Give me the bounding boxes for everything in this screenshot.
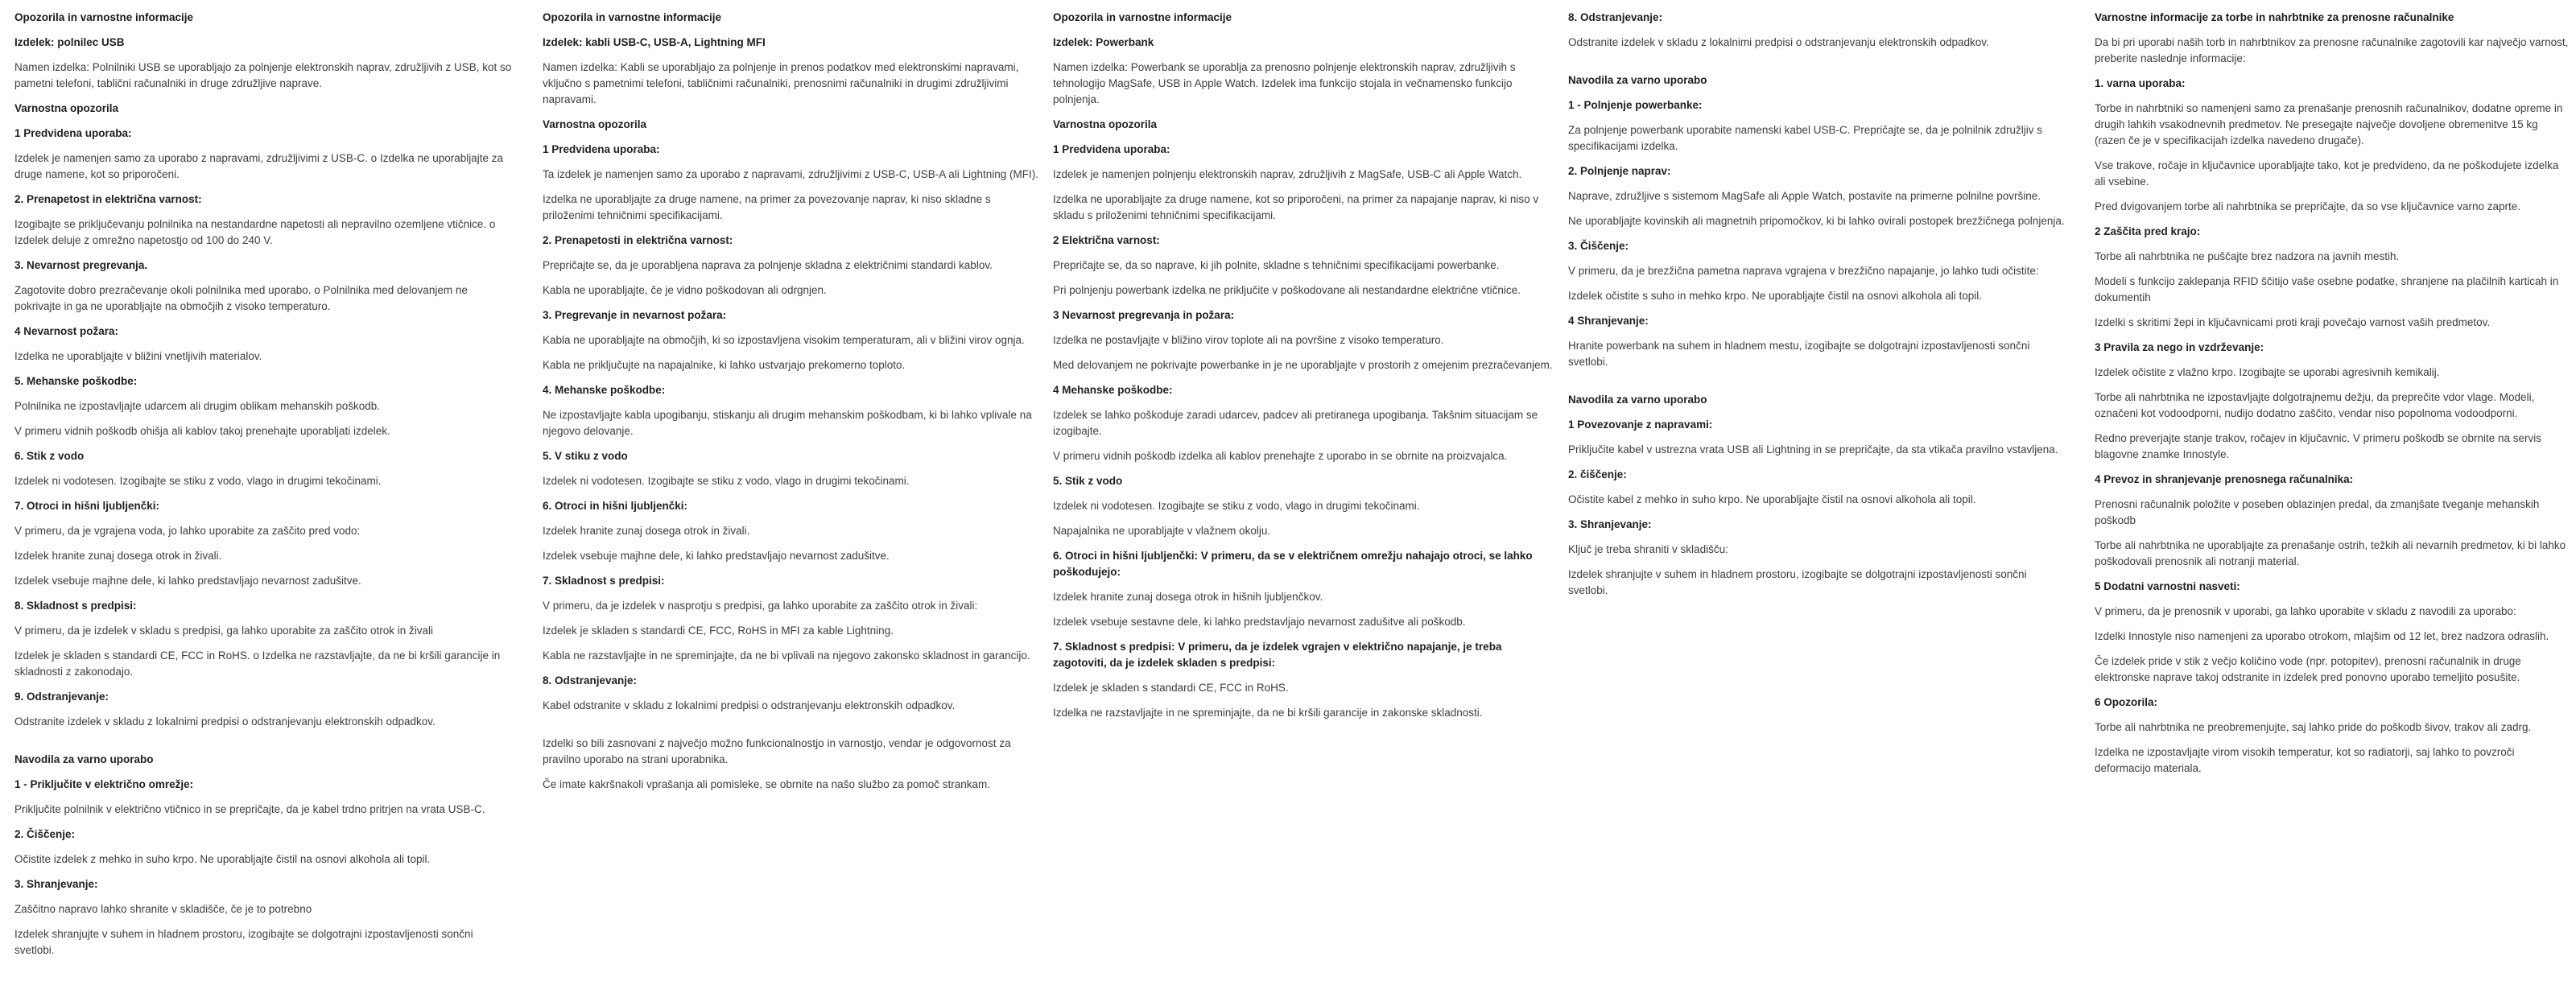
- section-gap: [1568, 60, 2069, 72]
- paragraph: Hranite powerbank na suhem in hladnem mestu, izogibajte se dolgotrajni izpostavljenosti sončni svetlobi.: [1568, 340, 2030, 368]
- paragraph: V primeru, da je vgrajena voda, jo lahko uporabite za zaščito pred vodo:: [14, 525, 361, 537]
- section-heading: Izdelek: Powerbank: [1053, 36, 1154, 48]
- text-column: [14, 10, 515, 967]
- paragraph: Izdelek shranjujte v suhem in hladnem prostoru, izogibajte se dolgotrajni izpostavljenosti sončni svetlobi.: [14, 928, 473, 956]
- paragraph: Izdelek je namenjen samo za uporabo z napravami, združljivimi z USB-C. o Izdelka ne uporabljajte za druge namene, kot so priporočeni.: [14, 152, 504, 180]
- paragraph: Kabel odstranite v skladu z lokalnimi predpisi o odstranjevanju elektronskih odpadkov.: [543, 699, 956, 711]
- paragraph: Torbe in nahrbtniki so namenjeni samo za prenašanje prenosnih računalnikov, dodatne opreme in drugih lahkih vsakodnevnih predmetov. Ne presegajte največje dovoljene obremenitve 15 kg (razen če je v specifikacijah izdelka navedeno drugače).: [2095, 102, 2563, 146]
- text-column: [543, 10, 1043, 802]
- doc-title: Opozorila in varnostne informacije: [1053, 11, 1232, 23]
- section-heading: 1 Predvidena uporaba:: [1053, 143, 1170, 155]
- paragraph: Izdelek shranjujte v suhem in hladnem prostoru, izogibajte se dolgotrajni izpostavljenosti sončni svetlobi.: [1568, 568, 2027, 596]
- paragraph: Med delovanjem ne pokrivajte powerbanke in je ne uporabljajte v prostorih z omejenim prezračevanjem.: [1053, 359, 1553, 371]
- section-heading: Navodila za varno uporabo: [1568, 394, 1707, 406]
- paragraph: Izdelek ni vodotesen. Izogibajte se stiku z vodo, vlago in drugimi tekočinami.: [543, 475, 910, 487]
- paragraph: Da bi pri uporabi naših torb in nahrbtnikov za prenosne računalnike zagotovili kar največjo varnost, preberite naslednje informacije:: [2095, 36, 2569, 64]
- paragraph: Izdelek očistite s suho in mehko krpo. Ne uporabljajte čistil na osnovi alkohola ali topil.: [1568, 290, 1983, 302]
- section-heading: 2 Električna varnost:: [1053, 234, 1160, 246]
- paragraph: Če imate kakršnakoli vprašanja ali pomisleke, se obrnite na našo službo za pomoč strankam.: [543, 778, 991, 790]
- section-heading: 7. Skladnost s predpisi:: [543, 575, 665, 587]
- section-heading: 3. Shranjevanje:: [14, 878, 98, 890]
- paragraph: Odstranite izdelek v skladu z lokalnimi predpisi o odstranjevanju elektronskih odpadkov.: [1568, 36, 1989, 48]
- paragraph: Prenosni računalnik položite v poseben oblazinjen predal, da zmanjšate tveganje mehanskih poškodb: [2095, 498, 2540, 526]
- section-heading: Varnostna opozorila: [14, 102, 119, 114]
- section-heading: 9. Odstranjevanje:: [14, 691, 109, 703]
- section-heading: 8. Skladnost s predpisi:: [14, 600, 137, 612]
- paragraph: Izdelki Innostyle niso namenjeni za uporabo otrokom, mlajšim od 12 let, brez nadzora odraslih.: [2095, 630, 2549, 642]
- paragraph: Kabla ne priključujte na napajalnike, ki lahko ustvarjajo prekomerno toploto.: [543, 359, 906, 371]
- paragraph: Naprave, združljive s sistemom MagSafe ali Apple Watch, postavite na primerne polnilne površine.: [1568, 190, 2041, 202]
- paragraph: Ta izdelek je namenjen samo za uporabo z napravami, združljivimi z USB-C, USB-A ali Lightning (MFI).: [543, 168, 1038, 180]
- paragraph: Torbe ali nahrbtnika ne uporabljajte za prenašanje ostrih, težkih ali nevarnih predmetov, ki bi lahko poškodovali prenosnik ali notranji material.: [2095, 539, 2566, 567]
- section-heading: 1 Predvidena uporaba:: [14, 127, 132, 139]
- section-heading: 3. Shranjevanje:: [1568, 518, 1652, 530]
- text-column: [1053, 10, 1554, 730]
- paragraph: Izdelek je skladen s standardi CE, FCC in RoHS. o Izdelka ne razstavljajte, da ne bi kršili garancije in skladnosti z zakonodajo.: [14, 649, 501, 678]
- section-heading: 6 Opozorila:: [2095, 696, 2158, 708]
- paragraph: V primeru, da je prenosnik v uporabi, ga lahko uporabite v skladu z navodili za uporabo:: [2095, 605, 2516, 617]
- section-heading: 7. Otroci in hišni ljubljenčki:: [14, 500, 160, 512]
- section-heading: Izdelek: kabli USB-C, USB-A, Lightning MFI: [543, 36, 766, 48]
- paragraph: Izdelek hranite zunaj dosega otrok in hišnih ljubljenčkov.: [1053, 591, 1323, 603]
- doc-title: Opozorila in varnostne informacije: [543, 11, 722, 23]
- paragraph: Namen izdelka: Powerbank se uporablja za prenosno polnjenje elektronskih naprav, združljivih s tehnologijo MagSafe, USB in Apple Watch. Izdelek ima funkcijo stojala in večnamensko funkcijo polnjenja.: [1053, 61, 1516, 105]
- paragraph: Če izdelek pride v stik z večjo količino vode (npr. potopitev), prenosni računalnik in druge elektronske naprave takoj odstranite in izdelek pred ponovno uporabo temeljito posušite.: [2095, 655, 2521, 683]
- section-heading: Varnostna opozorila: [543, 118, 647, 130]
- section-heading: 4 Mehanske poškodbe:: [1053, 384, 1173, 396]
- paragraph: Izdelek vsebuje majhne dele, ki lahko predstavljajo nevarnost zadušitve.: [14, 575, 361, 587]
- section-heading: 5. V stiku z vodo: [543, 450, 628, 462]
- section-heading: 1. varna uporaba:: [2095, 77, 2186, 89]
- paragraph: V primeru vidnih poškodb ohišja ali kablov takoj prenehajte uporabljati izdelek.: [14, 425, 390, 437]
- paragraph: Izdelka ne uporabljajte v bližini vnetljivih materialov.: [14, 350, 262, 362]
- section-heading: 2. čiščenje:: [1568, 468, 1627, 480]
- paragraph: Torbe ali nahrbtnika ne puščajte brez nadzora na javnih mestih.: [2095, 250, 2400, 262]
- paragraph: Pri polnjenju powerbank izdelka ne priključite v poškodovane ali nestandardne električne vtičnice.: [1053, 284, 1521, 296]
- paragraph: Kabla ne razstavljajte in ne spreminjajte, da ne bi vplivali na njegovo zakonsko skladnost in garancijo.: [543, 649, 1030, 662]
- paragraph: Očistite izdelek z mehko in suho krpo. Ne uporabljajte čistil na osnovi alkohola ali topil.: [14, 853, 431, 865]
- paragraph: Zagotovite dobro prezračevanje okoli polnilnika med uporabo. o Polnilnika med delovanjem ne pokrivajte in ga ne uporabljajte na območjih z visoko temperaturo.: [14, 284, 468, 312]
- section-heading: 3. Nevarnost pregrevanja.: [14, 259, 148, 271]
- doc-title: Opozorila in varnostne informacije: [14, 11, 194, 23]
- paragraph: Redno preverjajte stanje trakov, ročajev in ključavnic. V primeru poškodb se obrnite na servis blagovne znamke Innostyle.: [2095, 432, 2542, 460]
- paragraph: Priključite kabel v ustrezna vrata USB ali Lightning in se prepričajte, da sta vtikača pravilno vstavljena.: [1568, 443, 2058, 456]
- paragraph: V primeru vidnih poškodb izdelka ali kablov prenehajte z uporabo in se obrnite na proizvajalca.: [1053, 450, 1508, 462]
- paragraph: Kabla ne uporabljajte na območjih, ki so izpostavljena visokim temperaturam, ali v bližini virov ognja.: [543, 334, 1025, 346]
- section-heading: 7. Skladnost s predpisi: V primeru, da je izdelek vgrajen v električno napajanje, je treba zagotoviti, da je izdelek skladen s predpisi:: [1053, 641, 1502, 669]
- paragraph: Priključite polnilnik v električno vtičnico in se prepričajte, da je kabel trdno pritrjen na vrata USB-C.: [14, 803, 485, 815]
- paragraph: Izdelek vsebuje majhne dele, ki lahko predstavljajo nevarnost zadušitve.: [543, 550, 890, 562]
- section-heading: 4 Shranjevanje:: [1568, 315, 1649, 327]
- section-heading: 1 Povezovanje z napravami:: [1568, 418, 1713, 431]
- paragraph: Izdelka ne uporabljajte za druge namene, na primer za povezovanje naprav, ki niso skladne s priloženimi tehničnimi specifikacijami.: [543, 193, 991, 221]
- paragraph: Torbe ali nahrbtnika ne izpostavljajte dolgotrajnemu dežju, da preprečite vdor vlage. Modeli, označeni kot vodoodporni, nudijo dodatno zaščito, vendar niso popolnoma vodoodporni.: [2095, 391, 2535, 419]
- section-heading: 6. Stik z vodo: [14, 450, 85, 462]
- paragraph: V primeru, da je brezžična pametna naprava vgrajena v brezžično napajanje, jo lahko tudi očistite:: [1568, 265, 2039, 277]
- text-column: [1568, 10, 2069, 608]
- section-heading: 4 Prevoz in shranjevanje prenosnega računalnika:: [2095, 473, 2354, 485]
- paragraph: Izdelka ne postavljajte v bližino virov toplote ali na površine z visoko temperaturo.: [1053, 334, 1444, 346]
- section-heading: 5. Mehanske poškodbe:: [14, 375, 138, 387]
- section-heading: Varnostna opozorila: [1053, 118, 1158, 130]
- paragraph: Izdelek vsebuje sestavne dele, ki lahko predstavljajo nevarnost zadušitve ali poškodb.: [1053, 616, 1466, 628]
- paragraph: Izdelek hranite zunaj dosega otrok in živali.: [14, 550, 222, 562]
- paragraph: Izdelek se lahko poškoduje zaradi udarcev, padcev ali pretiranega upogibanja. Takšnim situacijam se izogibajte.: [1053, 409, 1538, 437]
- paragraph: Izdelek je skladen s standardi CE, FCC, RoHS in MFI za kable Lightning.: [543, 625, 894, 637]
- section-heading: 3 Nevarnost pregrevanja in požara:: [1053, 309, 1235, 321]
- paragraph: Izdelek je skladen s standardi CE, FCC in RoHS.: [1053, 682, 1289, 694]
- paragraph: Izdelka ne izpostavljajte virom visokih temperatur, kot so radiatorji, saj lahko to povzroči deformacijo materiala.: [2095, 746, 2515, 774]
- paragraph: Namen izdelka: Kabli se uporabljajo za polnjenje in prenos podatkov med elektronskimi napravami, vključno s pametnimi telefoni, tabličnimi računalniki, prenosnimi računalniki in drugimi združljivimi napravami.: [543, 61, 1019, 105]
- paragraph: Torbe ali nahrbtnika ne preobremenjujte, saj lahko pride do poškodb šivov, trakov ali zadrg.: [2095, 721, 2532, 733]
- paragraph: Izdelek ni vodotesen. Izogibajte se stiku z vodo, vlago in drugimi tekočinami.: [14, 475, 382, 487]
- paragraph: Ne uporabljajte kovinskih ali magnetnih pripomočkov, ki bi lahko ovirali postopek brezžičnega polnjenja.: [1568, 215, 2065, 227]
- paragraph: Prepričajte se, da je uporabljena naprava za polnjenje skladna z električnimi standardi kablov.: [543, 259, 993, 271]
- section-heading: 1 Predvidena uporaba:: [543, 143, 660, 155]
- paragraph: V primeru, da je izdelek v nasprotju s predpisi, ga lahko uporabite za zaščito otrok in živali:: [543, 600, 978, 612]
- section-heading: 2. Prenapetosti in električna varnost:: [543, 234, 733, 246]
- section-heading: 1 - Polnjenje powerbanke:: [1568, 99, 1703, 111]
- section-heading: 6. Otroci in hišni ljubljenčki: V primeru, da se v električnem omrežju nahajajo otroci, se lahko poškodujejo:: [1053, 550, 1533, 578]
- paragraph: Izdelek hranite zunaj dosega otrok in živali.: [543, 525, 750, 537]
- paragraph: Izdelek očistite z vlažno krpo. Izogibajte se uporabi agresivnih kemikalij.: [2095, 366, 2440, 378]
- section-gap: [1568, 379, 2069, 392]
- section-heading: 4 Nevarnost požara:: [14, 325, 119, 337]
- section-heading: 2 Zaščita pred krajo:: [2095, 225, 2201, 237]
- paragraph: Izdelki so bili zasnovani z največjo možno funkcionalnostjo in varnostjo, vendar je odgovornost za pravilno uporabo na strani uporabnika.: [543, 737, 1011, 765]
- paragraph: Izdelka ne razstavljajte in ne spreminjajte, da ne bi kršili garancije in zakonske skladnosti.: [1053, 707, 1483, 719]
- text-column: [2095, 10, 2570, 785]
- paragraph: Namen izdelka: Polnilniki USB se uporabljajo za polnjenje elektronskih naprav, združljivih z USB, kot so pametni telefoni, tablični računalniki in druge združljive naprave.: [14, 61, 512, 89]
- paragraph: Izdelek je namenjen polnjenju elektronskih naprav, združljivih z MagSafe, USB-C ali Apple Watch.: [1053, 168, 1522, 180]
- paragraph: Napajalnika ne uporabljajte v vlažnem okolju.: [1053, 525, 1271, 537]
- section-heading: 3. Čiščenje:: [1568, 240, 1629, 252]
- paragraph: Polnilnika ne izpostavljajte udarcem ali drugim oblikam mehanskih poškodb.: [14, 400, 380, 412]
- section-heading: 3. Pregrevanje in nevarnost požara:: [543, 309, 727, 321]
- section-gap: [543, 723, 1043, 736]
- section-heading: 2. Prenapetost in električna varnost:: [14, 193, 202, 205]
- paragraph: Modeli s funkcijo zaklepanja RFID ščitijo vaše osebne podatke, shranjene na plačilnih karticah in dokumentih: [2095, 275, 2559, 303]
- doc-title: Varnostne informacije za torbe in nahrbtnike za prenosne računalnike: [2095, 11, 2454, 23]
- paragraph: Ključ je treba shraniti v skladišču:: [1568, 543, 1728, 555]
- section-heading: Navodila za varno uporabo: [1568, 74, 1707, 86]
- section-gap: [14, 739, 515, 752]
- paragraph: Očistite kabel z mehko in suho krpo. Ne uporabljajte čistil na osnovi alkohola ali topil.: [1568, 493, 1976, 505]
- paragraph: Odstranite izdelek v skladu z lokalnimi predpisi o odstranjevanju elektronskih odpadkov.: [14, 715, 436, 728]
- paragraph: Prepričajte se, da so naprave, ki jih polnite, skladne s tehničnimi specifikacijami powerbanke.: [1053, 259, 1500, 271]
- paragraph: Izdelki s skritimi žepi in ključavnicami proti kraji povečajo varnost vaših predmetov.: [2095, 316, 2491, 328]
- paragraph: V primeru, da je izdelek v skladu s predpisi, ga lahko uporabite za zaščito otrok in živali: [14, 625, 434, 637]
- section-heading: 1 - Priključite v električno omrežje:: [14, 778, 194, 790]
- section-heading: 5 Dodatni varnostni nasveti:: [2095, 580, 2240, 592]
- section-heading: Navodila za varno uporabo: [14, 753, 154, 765]
- paragraph: Kabla ne uporabljajte, če je vidno poškodovan ali odrgnjen.: [543, 284, 827, 296]
- section-heading: 2. Polnjenje naprav:: [1568, 165, 1671, 177]
- section-heading: 3 Pravila za nego in vzdrževanje:: [2095, 341, 2264, 353]
- section-heading: 8. Odstranjevanje:: [1568, 11, 1663, 23]
- paragraph: Zaščitno napravo lahko shranite v skladišče, če je to potrebno: [14, 903, 312, 915]
- section-heading: 5. Stik z vodo: [1053, 475, 1123, 487]
- section-heading: 8. Odstranjevanje:: [543, 674, 638, 686]
- paragraph: Izdelka ne uporabljajte za druge namene, kot so priporočeni, na primer za napajanje naprav, ki niso v skladu s priloženimi tehničnimi specifikacijami.: [1053, 193, 1539, 221]
- paragraph: Pred dvigovanjem torbe ali nahrbtnika se prepričajte, da so vse ključavnice varno zaprte.: [2095, 200, 2521, 212]
- section-heading: 6. Otroci in hišni ljubljenčki:: [543, 500, 688, 512]
- paragraph: Ne izpostavljajte kabla upogibanju, stiskanju ali drugim mehanskim poškodbam, ki bi lahko vplivale na njegovo delovanje.: [543, 409, 1032, 437]
- section-heading: Izdelek: polnilec USB: [14, 36, 125, 48]
- section-heading: 2. Čiščenje:: [14, 828, 76, 840]
- section-heading: 4. Mehanske poškodbe:: [543, 384, 666, 396]
- paragraph: Izdelek ni vodotesen. Izogibajte se stiku z vodo, vlago in drugimi tekočinami.: [1053, 500, 1420, 512]
- paragraph: Izogibajte se priključevanju polnilnika na nestandardne napetosti ali nepravilno ozemljene vtičnice. o Izdelek deluje z omrežno napetostjo od 100 do 240 V.: [14, 218, 496, 246]
- paragraph: Vse trakove, ročaje in ključavnice uporabljajte tako, kot je predvideno, da ne poškodujete izdelka ali vsebine.: [2095, 159, 2559, 188]
- paragraph: Za polnjenje powerbank uporabite namenski kabel USB-C. Prepričajte se, da je polnilnik združljiv s specifikacijami izdelka.: [1568, 124, 2043, 152]
